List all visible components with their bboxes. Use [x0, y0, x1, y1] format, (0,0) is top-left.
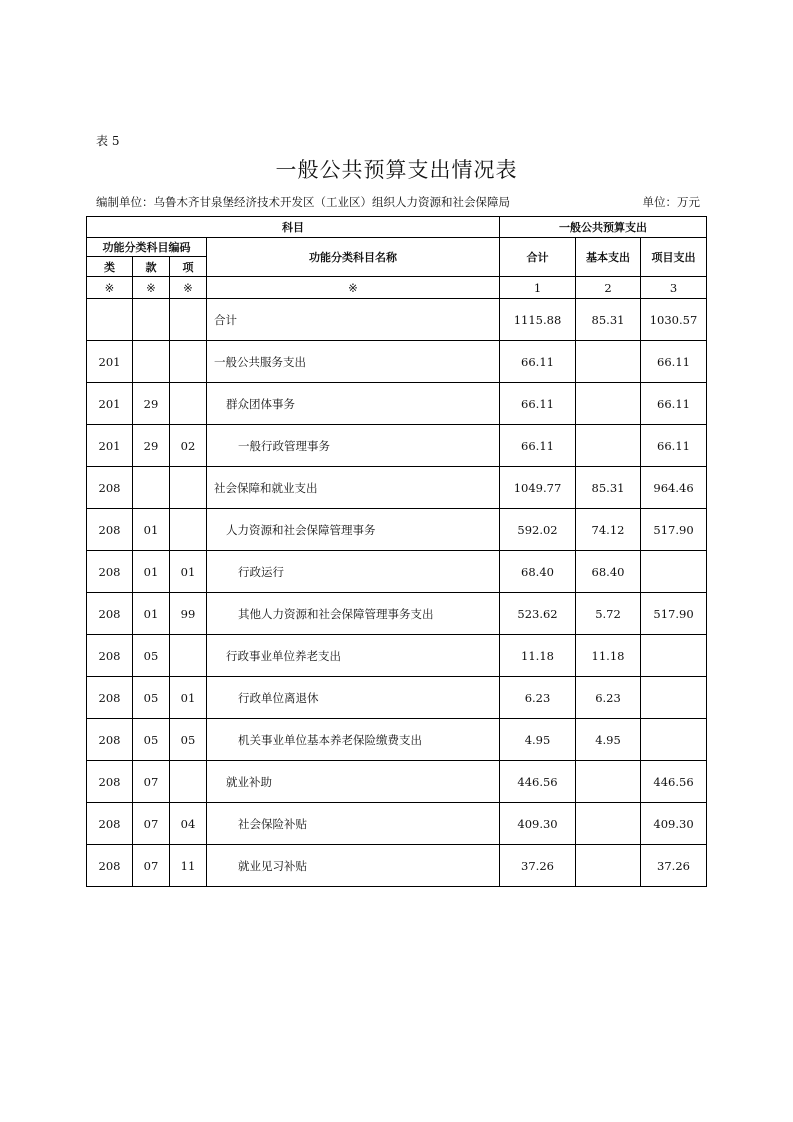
total-cell: 446.56: [500, 761, 576, 803]
table-row: [87, 635, 707, 677]
total-cell: 1049.77: [500, 467, 576, 509]
project-cell: 964.46: [641, 467, 707, 509]
total-cell: 6.23: [500, 677, 576, 719]
code-lei-cell: 208: [87, 761, 133, 803]
basic-cell: [576, 383, 641, 425]
item-name-cell: 社会保险补贴: [207, 803, 500, 845]
item-name-cell: 一般公共服务支出: [207, 341, 500, 383]
basic-cell: [576, 845, 641, 887]
code-xiang-cell: [170, 761, 207, 803]
code-xiang-cell: 99: [170, 593, 207, 635]
basic-cell: 6.23: [576, 677, 641, 719]
basic-cell: [576, 341, 641, 383]
basic-mark: 2: [576, 277, 641, 299]
code-kuan-cell: 07: [133, 803, 170, 845]
project-cell: 409.30: [641, 803, 707, 845]
basic-cell: 74.12: [576, 509, 641, 551]
project-cell: 66.11: [641, 425, 707, 467]
budget-expenditure-table: [86, 216, 707, 887]
basic-cell: [576, 425, 641, 467]
item-name-cell: 一般行政管理事务: [207, 425, 500, 467]
code-kuan-cell: 05: [133, 719, 170, 761]
total-cell: 37.26: [500, 845, 576, 887]
kuan-mark: ※: [133, 277, 170, 299]
code-lei-cell: 201: [87, 425, 133, 467]
code-kuan-cell: 07: [133, 761, 170, 803]
code-lei-cell: [87, 299, 133, 341]
code-group-header: 功能分类科目编码: [87, 238, 207, 257]
project-cell: 517.90: [641, 509, 707, 551]
total-mark: 1: [500, 277, 576, 299]
code-kuan-cell: 05: [133, 677, 170, 719]
total-cell: 66.11: [500, 341, 576, 383]
page-title: 一般公共预算支出情况表: [275, 158, 518, 182]
code-xiang-cell: [170, 341, 207, 383]
basic-cell: [576, 761, 641, 803]
budget-group-header: 一般公共预算支出: [500, 217, 707, 238]
code-lei-cell: 208: [87, 467, 133, 509]
code-xiang-cell: 04: [170, 803, 207, 845]
table-row: [87, 299, 707, 341]
item-name-cell: 合计: [207, 299, 500, 341]
project-cell: 1030.57: [641, 299, 707, 341]
code-lei-cell: 208: [87, 845, 133, 887]
code-xiang-cell: [170, 467, 207, 509]
basic-header: 基本支出: [576, 238, 641, 277]
project-cell: [641, 635, 707, 677]
project-header: 项目支出: [641, 238, 707, 277]
table-row: [87, 383, 707, 425]
total-cell: 66.11: [500, 383, 576, 425]
table-row: [87, 509, 707, 551]
item-name-cell: 群众团体事务: [207, 383, 500, 425]
code-kuan-cell: [133, 467, 170, 509]
marker-row: [87, 277, 707, 299]
code-xiang-cell: 01: [170, 677, 207, 719]
table-row: [87, 341, 707, 383]
basic-cell: 5.72: [576, 593, 641, 635]
table-row: [87, 677, 707, 719]
total-cell: 409.30: [500, 803, 576, 845]
table-row: [87, 845, 707, 887]
item-name-cell: 其他人力资源和社会保障管理事务支出: [207, 593, 500, 635]
project-mark: 3: [641, 277, 707, 299]
total-cell: 592.02: [500, 509, 576, 551]
total-cell: 523.62: [500, 593, 576, 635]
total-cell: 1115.88: [500, 299, 576, 341]
code-lei-cell: 208: [87, 509, 133, 551]
total-header: 合计: [500, 238, 576, 277]
item-name-cell: 就业见习补贴: [207, 845, 500, 887]
kuan-header: 款: [133, 257, 170, 277]
compiling-unit: 编制单位：乌鲁木齐甘泉堡经济技术开发区（工业区）组织人力资源和社会保障局: [96, 195, 510, 209]
code-kuan-cell: 05: [133, 635, 170, 677]
item-name-cell: 行政事业单位养老支出: [207, 635, 500, 677]
code-lei-cell: 208: [87, 803, 133, 845]
code-kuan-cell: 29: [133, 383, 170, 425]
table-row: [87, 425, 707, 467]
name-mark: ※: [207, 277, 500, 299]
table-row: [87, 467, 707, 509]
project-cell: 66.11: [641, 341, 707, 383]
code-lei-cell: 208: [87, 551, 133, 593]
code-kuan-cell: [133, 299, 170, 341]
project-cell: 517.90: [641, 593, 707, 635]
total-cell: 66.11: [500, 425, 576, 467]
code-kuan-cell: 29: [133, 425, 170, 467]
code-lei-cell: 201: [87, 341, 133, 383]
code-kuan-cell: [133, 341, 170, 383]
code-lei-cell: 208: [87, 593, 133, 635]
code-lei-cell: 208: [87, 635, 133, 677]
project-cell: [641, 719, 707, 761]
project-cell: [641, 551, 707, 593]
item-name-cell: 行政运行: [207, 551, 500, 593]
table-row: [87, 761, 707, 803]
xiang-header: 项: [170, 257, 207, 277]
basic-cell: [576, 803, 641, 845]
total-cell: 68.40: [500, 551, 576, 593]
basic-cell: 85.31: [576, 467, 641, 509]
table-number: 表 5: [96, 134, 120, 148]
code-lei-cell: 201: [87, 383, 133, 425]
item-name-cell: 社会保障和就业支出: [207, 467, 500, 509]
lei-mark: ※: [87, 277, 133, 299]
code-xiang-cell: [170, 635, 207, 677]
project-cell: 37.26: [641, 845, 707, 887]
basic-cell: 85.31: [576, 299, 641, 341]
code-xiang-cell: 11: [170, 845, 207, 887]
code-xiang-cell: 01: [170, 551, 207, 593]
total-cell: 11.18: [500, 635, 576, 677]
code-xiang-cell: 02: [170, 425, 207, 467]
code-xiang-cell: 05: [170, 719, 207, 761]
basic-cell: 11.18: [576, 635, 641, 677]
item-name-cell: 人力资源和社会保障管理事务: [207, 509, 500, 551]
lei-header: 类: [87, 257, 133, 277]
item-name-cell: 机关事业单位基本养老保险缴费支出: [207, 719, 500, 761]
code-xiang-cell: [170, 299, 207, 341]
total-cell: 4.95: [500, 719, 576, 761]
code-xiang-cell: [170, 509, 207, 551]
table-row: [87, 593, 707, 635]
code-lei-cell: 208: [87, 719, 133, 761]
code-lei-cell: 208: [87, 677, 133, 719]
basic-cell: 68.40: [576, 551, 641, 593]
code-xiang-cell: [170, 383, 207, 425]
table-row: [87, 803, 707, 845]
xiang-mark: ※: [170, 277, 207, 299]
basic-cell: 4.95: [576, 719, 641, 761]
table-row: [87, 551, 707, 593]
code-kuan-cell: 01: [133, 509, 170, 551]
item-name-cell: 就业补助: [207, 761, 500, 803]
subject-header: 科目: [87, 217, 500, 238]
item-name-cell: 行政单位离退休: [207, 677, 500, 719]
project-cell: [641, 677, 707, 719]
currency-unit: 单位：万元: [642, 195, 700, 209]
table-row: [87, 719, 707, 761]
code-kuan-cell: 01: [133, 551, 170, 593]
project-cell: 66.11: [641, 383, 707, 425]
project-cell: 446.56: [641, 761, 707, 803]
code-kuan-cell: 07: [133, 845, 170, 887]
name-header: 功能分类科目名称: [207, 238, 500, 277]
code-kuan-cell: 01: [133, 593, 170, 635]
